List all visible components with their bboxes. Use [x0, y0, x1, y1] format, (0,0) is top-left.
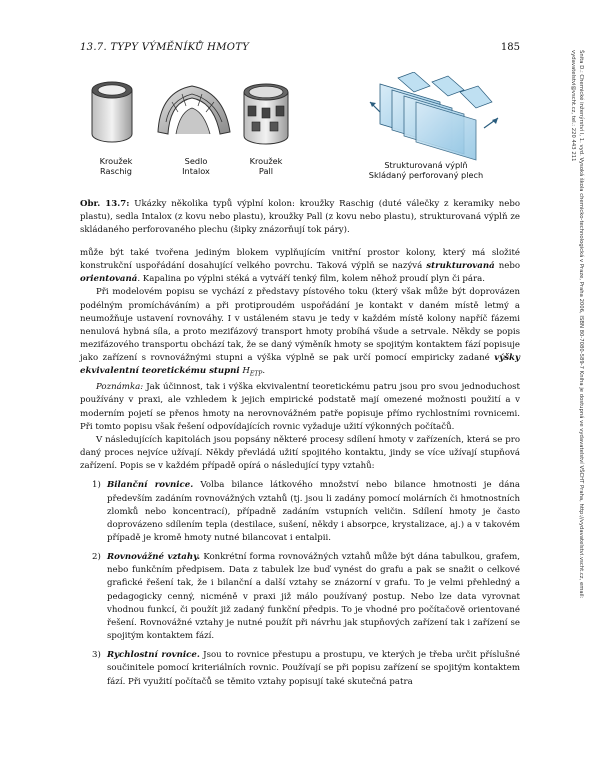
- p1-text-a: může být také tvořena jediným blokem vyplňujícím vnitřní prostor kolony, který má složité konstrukční uspořádání dosahující velkého povrchu. Taková výplň se nazývá: [80, 248, 520, 272]
- term-structured: strukturovaná: [426, 261, 495, 272]
- caption-label: Obr. 13.7:: [80, 199, 130, 209]
- packing-figure: [80, 72, 520, 192]
- item-heading: Rovnovážné vztahy.: [107, 552, 201, 563]
- item-text: Volba bilance látkového množství nebo bilance hmotnosti je dána především zadáním rovnovážných vztahů (tj. jsou li zadány pomocí molárních či hmotnostních zlomků nebo koncentrací), případně zadáním vstupních veličin. Sdílení hmoty je často doprovázeno sdílením tepla (destilace, sušení, někdy i absorpce, krystalizace, aj.) a v takovém případě je kromě hmoty nutné bilancovat i entalpii.: [107, 480, 520, 543]
- paragraph-3: [80, 381, 520, 434]
- note-text: Jak účinnost, tak i výška ekvivalentní teoretickému patru jsou pro svou jednoduchost používány v praxi, ale vzhledem k jejich empirické podstatě mají omezené možnosti použití a v moderním pojetí se přenos hmoty na nerovnovážném patře popisuje přímo rychlostními rovnicemi. Při tomto popisu však řešení odpovídajících rovnic vyžaduje užití výkonných počítačů.: [80, 382, 520, 432]
- side-note-text: Šnita D.: Chemické inženýrství I, 1. vyd. Vysoká škola chemicko-technologická v Praze, Praha 2006, ISBN 80-7080-589-7 Kniha je dostupná ve vydavatelství VŠCHT Praha, http://vydavatelstvi.vscht.cz, email: vydavatelstvi@vscht.cz, tel.: 220 443 211: [570, 50, 584, 599]
- pall-ring-icon: [244, 84, 288, 144]
- item-number: 3): [92, 650, 101, 661]
- p2-text-d: .: [262, 366, 266, 377]
- figure-caption: [80, 198, 520, 237]
- label-raschig: Kroužek Raschig: [99, 156, 133, 176]
- intalox-saddle-icon: [158, 86, 230, 134]
- hetp-subscript: ETP: [249, 371, 263, 379]
- section-title: 13.7. TYPY VÝMĚNÍKŮ HMOTY: [80, 42, 250, 53]
- item-heading: Bilanční rovnice.: [107, 480, 194, 491]
- paragraph-4: [80, 434, 520, 473]
- list-item: [80, 479, 520, 545]
- item-text: Jsou to rovnice přestupu a prostupu, ve kterých je třeba určit příslušné součinitele pomocí kriteriálních rovnic. Používají se při popisu zařízení se spojitým kontaktem fází. Při využití počítačů se těmito vztahy popisují také skutečná patra: [107, 650, 520, 687]
- item-text: Konkrétní forma rovnovážných vztahů může být dána tabulkou, grafem, nebo funkčním předpisem. Data z tabulek lze buď vynést do grafu a pak se snažit o celkové grafické řešení tak, že i bilanční a další vztahy se znázorní v grafu. To je velmi přehledný a pedagogicky cenný, nicméně v praxi již málo používaný postup. Nebo lze data vyrovnat vhodnou funkcí, či použít již zadaný funkční předpis. To je vhodné pro počítačově orientované řešení. Rovnovážné vztahy je nutné použít při návrhu jak stupňových zařízení tak i zařízení se spojitým kontaktem fází.: [107, 552, 520, 642]
- body-text: [80, 247, 520, 695]
- p1-text-c: nebo: [494, 261, 521, 272]
- item-number: 1): [92, 480, 101, 491]
- label-intalox: Sedlo Intalox: [182, 156, 210, 176]
- list-item: [80, 551, 520, 643]
- label-pall: Kroužek Pall: [249, 156, 283, 176]
- relation-list: [80, 479, 520, 688]
- paragraph-2: [80, 286, 520, 381]
- hetp-symbol: H: [239, 366, 250, 377]
- side-margin-note: [565, 50, 585, 610]
- p4-text: V následujících kapitolách jsou popsány některé procesy sdílení hmoty v zařízeních, která se pro daný proces nejvíce užívají. Někdy převládá užití spojitého kontaktu, jindy se více užívají stupňová zařízení. Popis se v každém případě opírá o následující typy vztahů:: [80, 434, 520, 472]
- note-label: Poznámka:: [96, 382, 144, 393]
- structured-packing-icon: [370, 72, 498, 160]
- label-structured: Strukturovaná výplň Skládaný perforovaný plech: [368, 160, 484, 180]
- p1-text-e: . Kapalina po výplni stéká a vytváří tenký film, kolem něhož proudí plyn či pára.: [137, 274, 486, 285]
- caption-text: Ukázky několika typů výplní kolon: kroužky Raschig (duté válečky z keramiky nebo plastu), sedla Intalox (z kovu nebo plastu), kroužky Pall (z kovu nebo plastu), strukturovaná výplň ze skládaného perforovaného plechu (šipky znázorňují tok páry).: [80, 199, 520, 235]
- item-heading: Rychlostní rovnice.: [107, 650, 200, 661]
- list-item: [80, 649, 520, 688]
- raschig-ring-icon: [92, 82, 132, 142]
- item-number: 2): [92, 552, 101, 563]
- term-oriented: orientovaná: [80, 274, 138, 285]
- term-hetp: výšky ekvivalentní teoretickému stupni: [80, 353, 520, 377]
- p2-text-a: Při modelovém popisu se vychází z představy pístového toku (který však může být doprovázen podélným promícháváním) a při protiproudém uspořádání je kontakt v daném místě letmý a neumožňuje ustavení rovnováhy. I v ustáleném stavu je tedy v každém místě kolony napříč fázemi nenulová hybná síla, a proto mezifázový transport hmoty probíhá všude a setrvale. Někdy se popis mezifázového transportu obchází tak, že se daný výměník hmoty se spojitým kontaktem fází popisuje jako zařízení s rovnovážnými stupni a výška výplně se pak určí pomocí empiricky zadané: [80, 287, 520, 364]
- page-number: 185: [500, 42, 520, 53]
- paragraph-1: [80, 247, 520, 286]
